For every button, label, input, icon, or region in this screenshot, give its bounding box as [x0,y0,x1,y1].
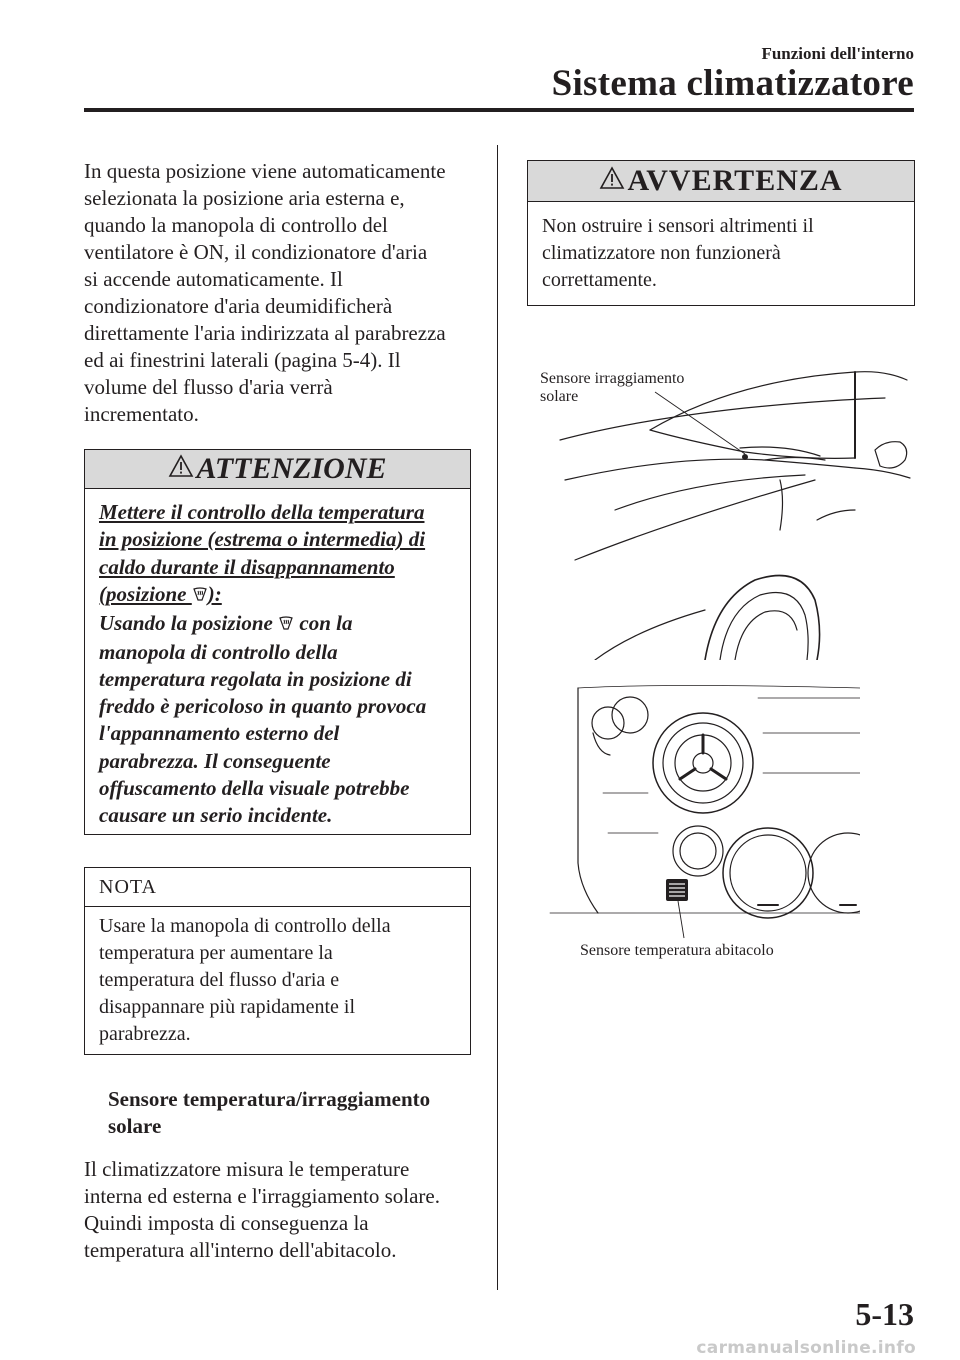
caution-line: temperatura regolata in posizione di [99,666,412,691]
caution-line: freddo è pericoloso in quanto provoca [99,694,427,719]
caution-title: ATTENZIONE [196,452,387,485]
solar-sensor-label: Sensore irraggiamento solare [540,370,685,405]
caution-line: offuscamento della visuale potrebbe [99,776,410,801]
watermark: carmanualsonline.info [696,1338,916,1358]
caution-line: parabrezza. Il conseguente [99,748,331,773]
sensor-section-block [84,1156,479,1264]
caution-line-3: caldo durante il disappannamento [99,554,395,579]
caution-header [85,450,470,489]
sensor-section-heading: Sensore temperatura/irraggiamento solare [108,1087,431,1138]
dashboard-vents-illustration [548,683,860,945]
note-body: Usare la manopola di controllo della temperatura per aumentare la temperatura del flusso d'aria e disappannare più rapidamente il parabrezza. [99,915,391,1045]
warning-body: Non ostruire i sensori altrimenti il climatizzatore non funzionerà correttamente. [542,215,814,291]
defroster-icon [278,611,294,638]
caution-line: l'appannamento esterno del [99,721,340,746]
warning-triangle-icon [599,161,625,201]
note-title: NOTA [85,868,470,907]
page-number: 5-13 [855,1296,914,1332]
column-divider [497,145,498,1290]
caution-box [84,449,471,835]
intro-paragraph: In questa posizione viene automaticamente selezionata la posizione aria esterna e, quando la manopola di controllo del ventilatore è ON, il condizionatore d'aria si accende automaticamente. Il condizionatore d'aria deumidificherà direttamente l'aria indirizzata al parabrezza ed ai finestrini laterali (pagina 5-4). Il volume del flusso d'aria verrà incrementato. [84,159,446,426]
caution-body [85,489,470,830]
section-title: Funzioni dell'interno [761,44,914,63]
caution-line-2: in posizione (estrema o intermedia) di [99,527,426,552]
warning-box [527,160,915,306]
note-box [84,867,471,1055]
caution-line-4: (posizione ): [99,581,456,610]
caution-line: manopola di controllo della [99,639,338,664]
warning-header [528,161,914,202]
defroster-icon [192,582,208,609]
caution-line: causare un serio incidente. [99,803,333,828]
cabin-sensor-label: Sensore temperatura abitacolo [580,942,774,959]
sensor-section-body: Il climatizzatore misura le temperature interna ed esterna e l'irraggiamento solare. Quindi imposta di conseguenza la temperatura all'interno dell'abitacolo. [84,1157,440,1262]
warning-title: AVVERTENZA [627,164,843,197]
warning-triangle-icon [168,450,194,488]
caution-line-1: Mettere il controllo della temperatura [99,500,425,524]
page-title: Sistema climatizzatore [551,63,914,104]
intro-paragraph-block [84,158,472,428]
header-rule [84,108,914,112]
caution-line-5: Usando la posizione con la [99,610,456,639]
